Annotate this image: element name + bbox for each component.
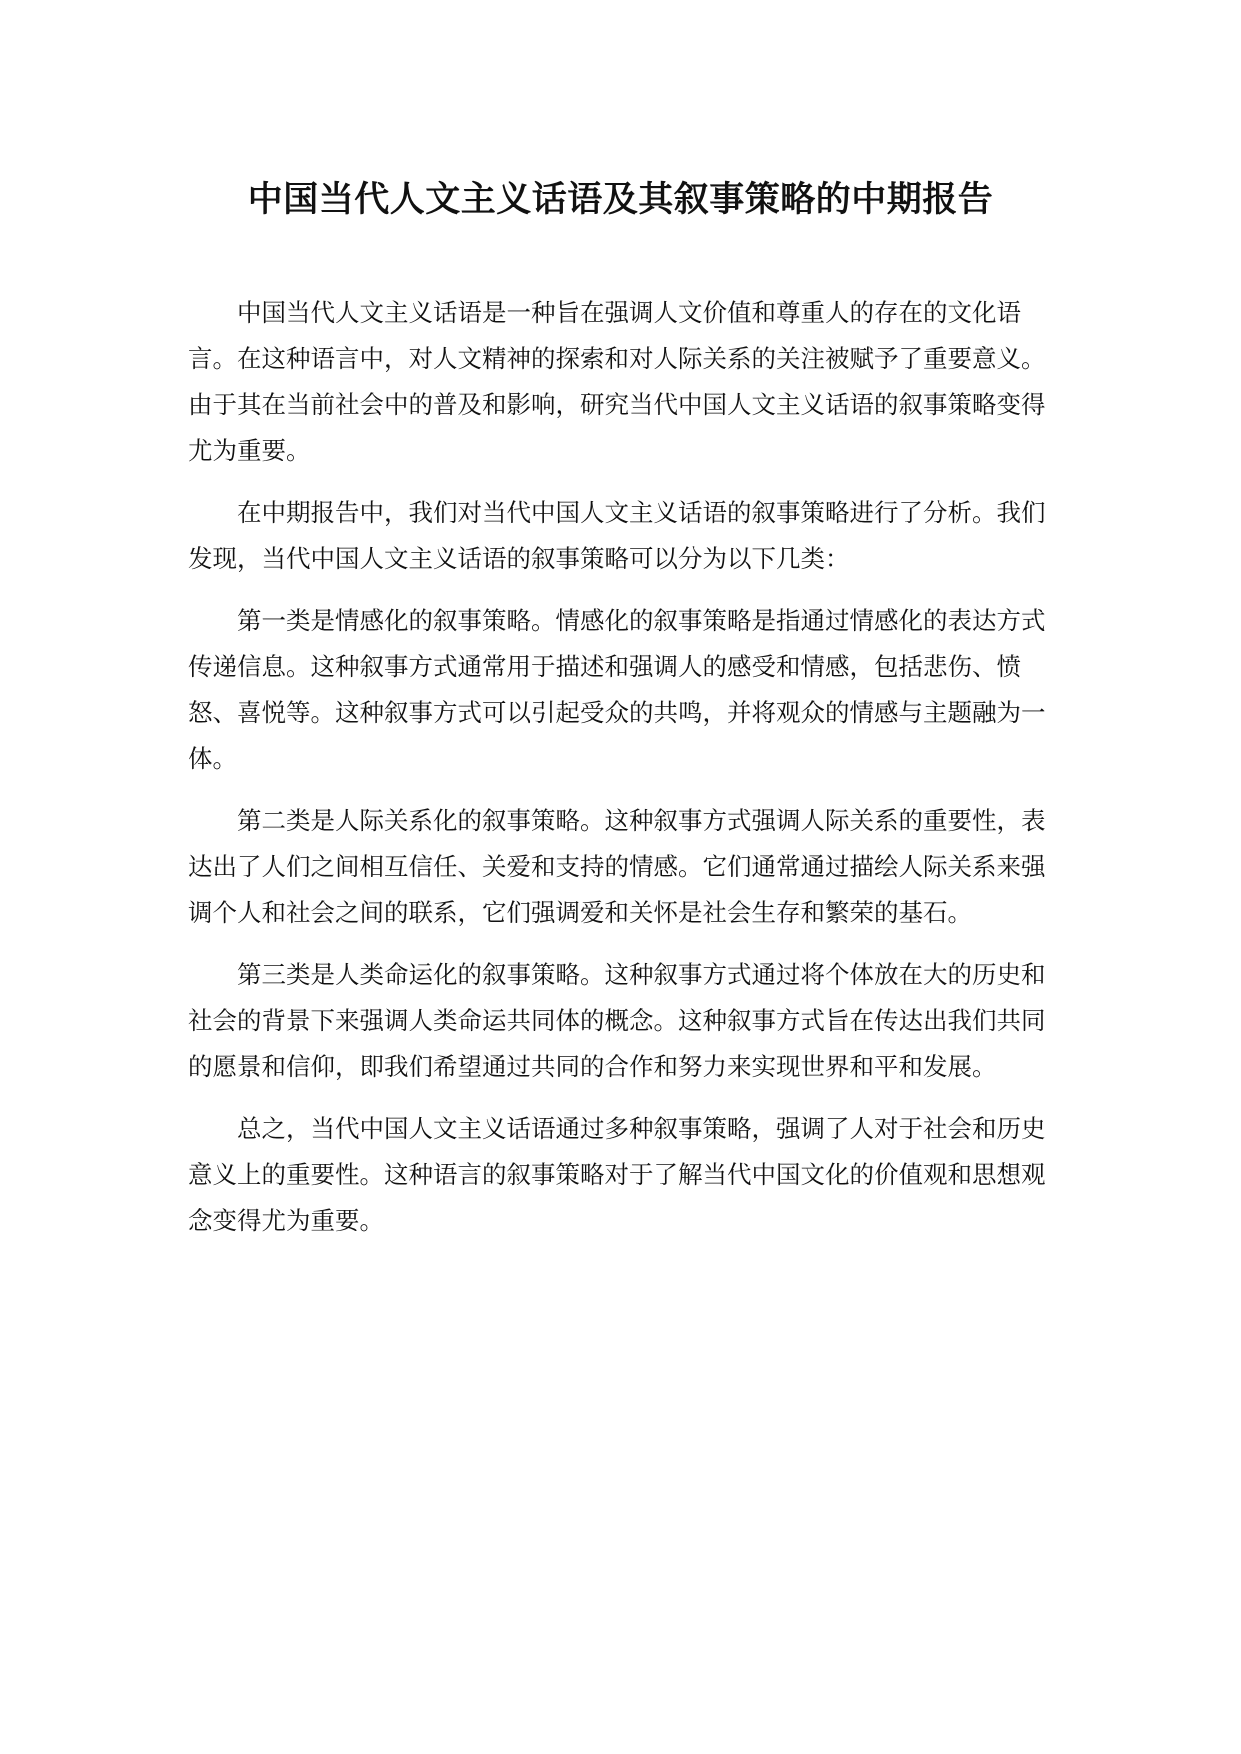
paragraph-intro: 中国当代人文主义话语是一种旨在强调人文价值和尊重人的存在的文化语言。在这种语言中，对人文精神的探索和对人际关系的关注被赋予了重要意义。由于其在当前社会中的普及和影响，研究当代中国人文主义话语的叙事策略变得尤为重要。	[188, 298, 1046, 465]
paragraph-category-3: 第三类是人类命运化的叙事策略。这种叙事方式通过将个体放在大的历史和社会的背景下来强调人类命运共同体的概念。这种叙事方式旨在传达出我们共同的愿景和信仰，即我们希望通过共同的合作和努力来实现世界和平和发展。	[188, 960, 1046, 1081]
document-body	[188, 290, 1068, 1260]
document-title: 中国当代人文主义话语及其叙事策略的中期报告	[247, 180, 994, 220]
paragraph-category-2: 第二类是人际关系化的叙事策略。这种叙事方式强调人际关系的重要性，表达出了人们之间相互信任、关爱和支持的情感。它们通常通过描绘人际关系来强调个人和社会之间的联系，它们强调爱和关怀是社会生存和繁荣的基石。	[188, 806, 1046, 927]
paragraph-category-1: 第一类是情感化的叙事策略。情感化的叙事策略是指通过情感化的表达方式传递信息。这种叙事方式通常用于描述和强调人的感受和情感，包括悲伤、愤怒、喜悦等。这种叙事方式可以引起受众的共鸣，并将观众的情感与主题融为一体。	[188, 606, 1046, 773]
paragraph-analysis: 在中期报告中，我们对当代中国人文主义话语的叙事策略进行了分析。我们发现，当代中国人文主义话语的叙事策略可以分为以下几类：	[188, 498, 1046, 573]
paragraph-conclusion: 总之，当代中国人文主义话语通过多种叙事策略，强调了人对于社会和历史意义上的重要性。这种语言的叙事策略对于了解当代中国文化的价值观和思想观念变得尤为重要。	[188, 1114, 1046, 1235]
